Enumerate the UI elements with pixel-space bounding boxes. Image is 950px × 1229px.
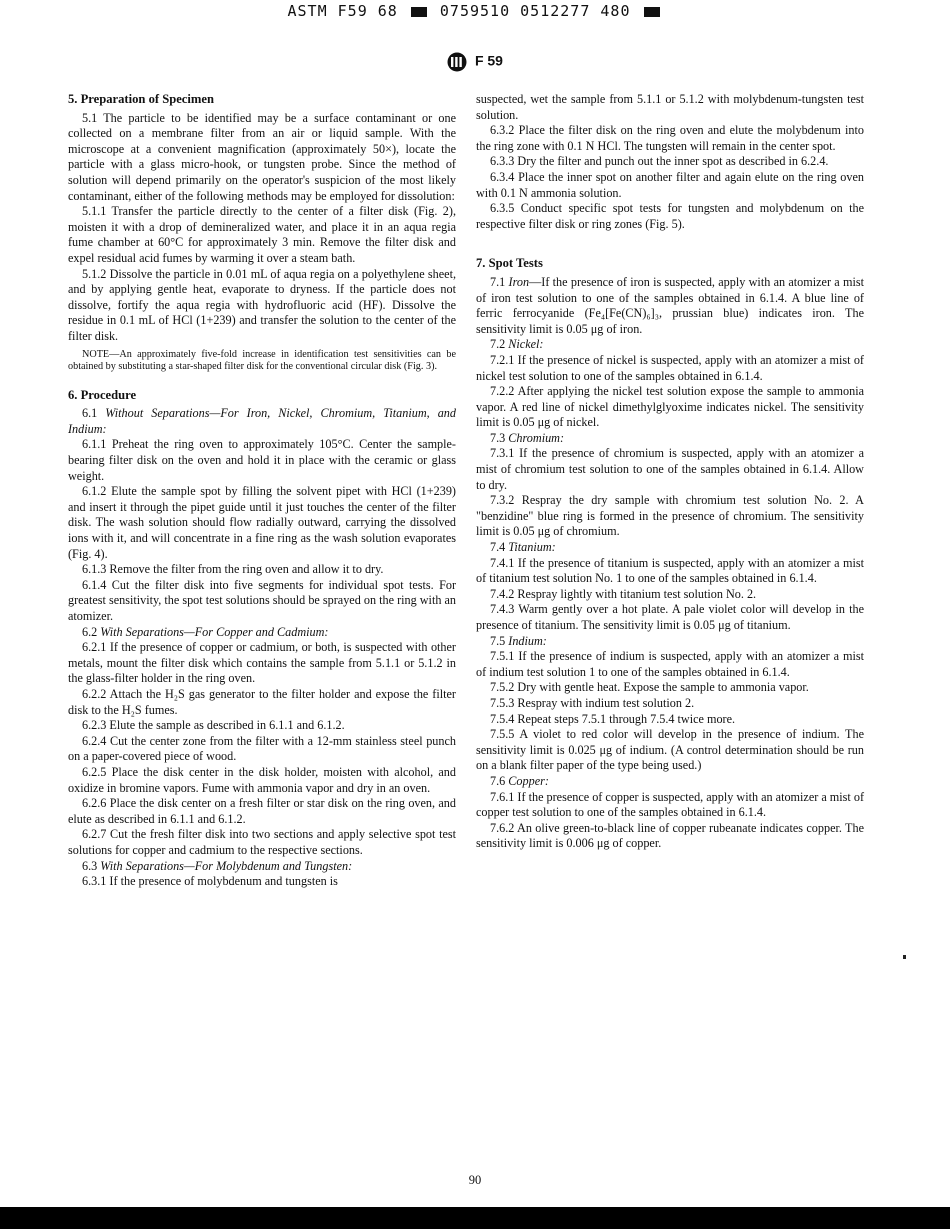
paragraph: 6.2.5 Place the disk center in the disk holder, moisten with alcohol, and oxidize in bromine vapors. Fume with ammonia vapor and dry in an oven. xyxy=(68,764,456,795)
page-number: 90 xyxy=(468,1173,482,1187)
run-in-title: Iron xyxy=(508,274,530,289)
run-in-title: Chromium: xyxy=(508,430,565,445)
paragraph: 6.3.1 If the presence of molybdenum and tungsten is xyxy=(82,874,338,889)
paragraph: 7.6.2 An olive green-to-black line of copper rubeanate indicates copper. The sensitivity limit is 0.006 μg of copper. xyxy=(476,820,864,851)
run-in-title: Without Separations—For Iron, Nickel, Chromium, Titanium, and Indium: xyxy=(68,406,456,436)
paragraph: 6.2.6 Place the disk center on a fresh filter or star disk on the ring oven, and elute as described in 6.1.1 and 6.1.2. xyxy=(68,796,456,826)
paragraph: 7.2.2 After applying the nickel test solution expose the sample to ammonia vapor. A red line of nickel dimethylglyoxime indicates nickel. The sensitivity limit is 0.05 μg of nickel. xyxy=(476,384,864,430)
paragraph: 7.6.1 If the presence of copper is suspected, apply with an atomizer a mist of copper test solution to one of the samples obtained in 6.1.4. xyxy=(476,789,864,820)
scan-bottom-edge xyxy=(0,1207,950,1229)
paragraph: 6.3.5 Conduct specific spot tests for tungsten and molybdenum on the respective filter disk or ring zones (Fig. 5). xyxy=(476,201,864,231)
paragraph: 7.4.2 Respray lightly with titanium test solution No. 2. xyxy=(490,586,757,601)
run-in-title: Copper: xyxy=(508,773,549,788)
section-heading: 5. Preparation of Specimen xyxy=(68,92,214,106)
run-in-title: Nickel: xyxy=(508,337,544,352)
paragraph: 7.3.2 Respray the dry sample with chromium test solution No. 2. A "benzidine" blue ring is formed in the presence of chromium. The sensitivity limit is 0.05 μg of chromium. xyxy=(476,493,864,539)
paragraph: 7.3 Chromium: xyxy=(490,430,565,445)
paragraph: 6.2.2 Attach the H₂S gas generator to the filter holder and expose the filter disk to the H₂S fumes. xyxy=(68,686,456,717)
paragraph: 7.5 Indium: xyxy=(490,633,547,648)
paragraph: 6.2.1 If the presence of copper or cadmium, or both, is suspected with other metals, mount the filter disk which contains the sample from 5.1.1 or 5.1.2 in the glass-filter holder in the ring oven. xyxy=(68,640,456,686)
paragraph: 7.3.1 If the presence of chromium is suspected, apply with an atomizer a mist of chromium test solution to one of the samples obtained in 6.1.4. Allow to dry. xyxy=(476,446,864,492)
paragraph: 7.5.1 If the presence of indium is suspected, apply with an atomizer a mist of indium test solution 1 to one of the samples obtained in 6.1.4. xyxy=(476,649,864,679)
right-column xyxy=(476,92,864,852)
section-heading: 7. Spot Tests xyxy=(476,256,543,271)
paragraph: 5.1.1 Transfer the particle directly to the center of a filter disk (Fig. 2), moisten it with a drop of demineralized water, and place it in an aqua regia fume chamber at 60°C for approximately 3 min. Remove the filter disk and expel residual acid fumes by warming it over a steam bath. xyxy=(68,204,456,265)
paragraph: 6.2.7 Cut the fresh filter disk into two sections and apply selective spot test solutions for copper and cadmium to the respective sections. xyxy=(68,827,456,857)
paragraph: 7.4 Titanium: xyxy=(490,540,556,555)
section-heading: 6. Procedure xyxy=(68,387,137,402)
scan-speck xyxy=(903,955,906,959)
paragraph: 6.1.4 Cut the filter disk into five segments for individual spot tests. For greatest sensitivity, the spot test solutions should be sprayed on the ring with an atomizer. xyxy=(68,577,456,623)
paragraph: 7.5.2 Dry with gentle heat. Expose the sample to ammonia vapor. xyxy=(490,680,809,695)
block-mark xyxy=(411,7,427,17)
designation: F 59 xyxy=(474,52,503,69)
scan-header-right: 0759510 0512277 480 xyxy=(439,2,631,20)
paragraph: 6.2.3 Elute the sample as described in 6.1.1 and 6.1.2. xyxy=(82,718,345,733)
paragraph: 6.3.3 Dry the filter and punch out the inner spot as described in 6.2.4. xyxy=(490,154,829,169)
run-in-title: With Separations—For Copper and Cadmium: xyxy=(100,624,329,639)
paragraph: 7.6 Copper: xyxy=(490,773,549,788)
page-header xyxy=(0,52,950,72)
paragraph: 6.1.2 Elute the sample spot by filling the solvent pipet with HCl (1+239) and insert it through the pipet guide until it just touches the center of the filter disk. The wash solution should flow radially outward, carrying the dissolved ions with it, and will concentrate in a fine ring as the wash solution evaporates (Fig. 4). xyxy=(68,484,456,561)
paragraph: 7.4.3 Warm gently over a hot plate. A pale violet color will develop in the presence of titanium. The sensitivity limit is 0.05 μg of titanium. xyxy=(476,602,864,632)
astm-logo-icon xyxy=(447,52,467,72)
block-mark xyxy=(644,7,660,17)
paragraph: 6.3.4 Place the inner spot on another filter and again elute on the ring oven with 0.1 N ammonia solution. xyxy=(476,169,864,200)
paragraph: 6.2 With Separations—For Copper and Cadmium: xyxy=(82,624,329,639)
paragraph: 5.1.2 Dissolve the particle in 0.01 mL of aqua regia on a polyethylene sheet, and by applying gentle heat, evaporate to dryness. If the particle does not dissolve, fortify the aqua regia with hydrofluoric acid (HF). Dissolve the residue in 0.1 mL of HCl (1+239) and transfer the solution to the center of the filter disk. xyxy=(68,266,456,343)
note: NOTE—An approximately five-fold increase in identification test sensitivities can be obtained by substituting a star-shaped filter disk for the conventional circular disk (Fig. 3). xyxy=(68,348,456,373)
paragraph: 7.5.4 Repeat steps 7.5.1 through 7.5.4 twice more. xyxy=(490,711,736,726)
paragraph: 6.1.1 Preheat the ring oven to approximately 105°C. Center the sample-bearing filter disk on the oven and hold it in place with the ceramic or glass weight. xyxy=(68,437,456,483)
paragraph: suspected, wet the sample from 5.1.1 or 5.1.2 with molybdenum-tungsten test solution. xyxy=(476,92,864,122)
paragraph: 7.5.3 Respray with indium test solution 2. xyxy=(490,695,695,710)
scan-header xyxy=(0,0,950,20)
section-spacer xyxy=(476,232,864,256)
paragraph: 6.1 Without Separations—For Iron, Nickel, Chromium, Titanium, and Indium: xyxy=(68,406,456,436)
paragraph: 6.3.2 Place the filter disk on the ring oven and elute the molybdenum into the ring zone with 0.1 N HCl. The tungsten will remain in the center spot. xyxy=(476,123,864,153)
paragraph: 6.3 With Separations—For Molybdenum and Tungsten: xyxy=(82,858,353,873)
left-column xyxy=(68,92,456,890)
paragraph: 6.2.4 Cut the center zone from the filter with a 12-mm stainless steel punch on a paper-covered piece of wood. xyxy=(68,733,456,764)
run-in-title: Indium: xyxy=(508,633,547,648)
paragraph: 7.2 Nickel: xyxy=(490,337,544,352)
run-in-title: Titanium: xyxy=(508,540,556,555)
scan-header-left: ASTM F59 68 xyxy=(287,2,398,20)
paragraph: 6.1.3 Remove the filter from the ring oven and allow it to dry. xyxy=(82,562,384,577)
paragraph: 7.1 Iron—If the presence of iron is suspected, apply with an atomizer a mist of iron test solution to one of the samples obtained in 6.1.4. A blue line of ferric ferrocyanide (Fe₄[Fe(CN)₆]₃, prussian blue) indicates iron. The sensitivity limit is 0.05 μg of iron. xyxy=(476,274,864,336)
paragraph: 7.2.1 If the presence of nickel is suspected, apply with an atomizer a mist of nickel test solution to one of the samples obtained in 6.1.4. xyxy=(476,352,864,383)
paragraph: 5.1 The particle to be identified may be a surface contaminant or one collected on a membrane filter from an air or liquid sample. With the microscope at a convenient magnification (approximately 50×), locate the particle with a glass micro-hook, or tungsten probe. Since the method of solution will depend primarily on the operator's suspicion of the most likely contaminant, either of the following methods may be employed for dissolution: xyxy=(68,110,456,203)
section-spacer xyxy=(68,380,456,388)
paragraph: 7.4.1 If the presence of titanium is suspected, apply with an atomizer a mist of titanium test solution No. 1 to one of the samples obtained in 6.1.4. xyxy=(476,555,864,586)
run-in-title: With Separations—For Molybdenum and Tungsten: xyxy=(100,858,353,873)
paragraph: 7.5.5 A violet to red color will develop in the presence of indium. The sensitivity limit is 0.025 μg of indium. (A control determination should be run on a blank filter paper of the type being used.) xyxy=(476,727,864,773)
